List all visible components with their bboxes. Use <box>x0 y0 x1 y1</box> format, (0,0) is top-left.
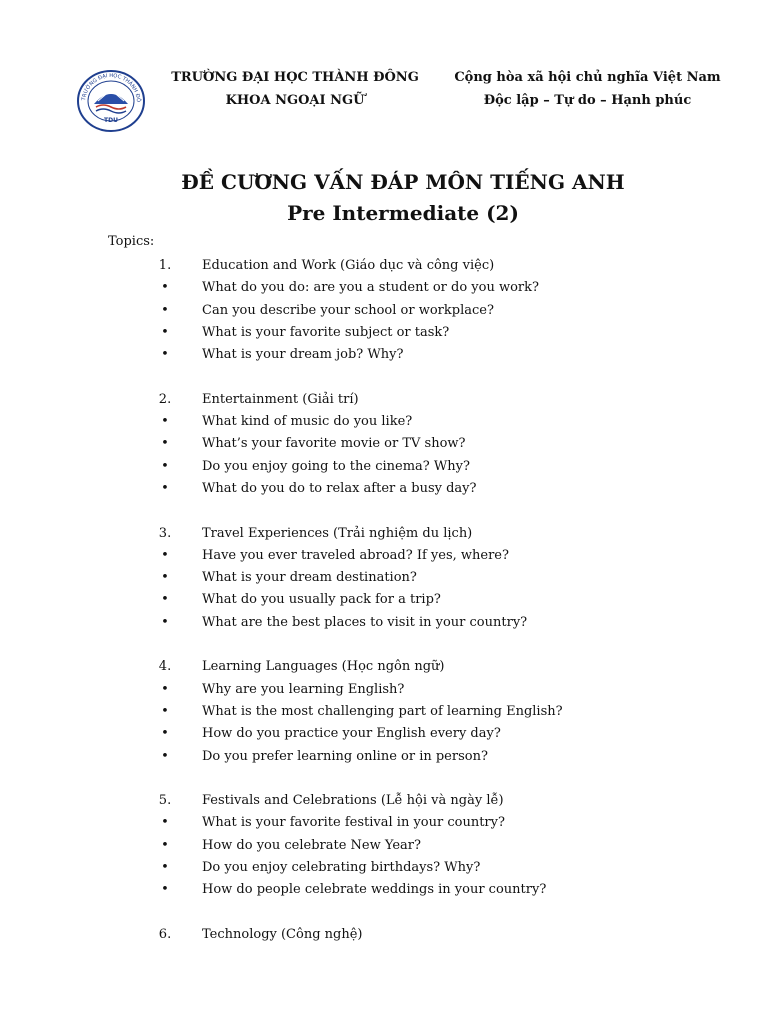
question-item <box>0 344 768 366</box>
logo-abbrev: TDU <box>104 117 118 124</box>
topic-number: 5. <box>158 793 172 809</box>
topic-number: 4. <box>158 659 172 675</box>
question-item <box>0 857 768 879</box>
question-text: How do you practice your English every day? <box>202 726 501 742</box>
header-right <box>440 66 735 112</box>
bullet-icon: • <box>161 815 169 831</box>
question-item <box>0 456 768 478</box>
bullet-icon: • <box>161 436 169 452</box>
bullet-icon: • <box>161 748 169 764</box>
question-item <box>0 478 768 500</box>
question-text: How do people celebrate weddings in your country? <box>202 882 547 898</box>
question-item <box>0 879 768 901</box>
bullet-icon: • <box>161 570 169 586</box>
question-text: What do you do: are you a student or do you work? <box>202 280 539 296</box>
question-item <box>0 746 768 768</box>
question-text: What is your favorite festival in your country? <box>202 815 505 831</box>
bullet-icon: • <box>161 414 169 430</box>
topic-heading <box>0 790 768 812</box>
question-item <box>0 545 768 567</box>
topic-title: Learning Languages (Học ngôn ngữ) <box>202 659 445 675</box>
topic-title: Entertainment (Giải trí) <box>202 391 359 407</box>
logo-arc-text: TRƯỜNG ĐẠI HỌC THÀNH ĐÔ <box>81 72 142 103</box>
question-text: Have you ever traveled abroad? If yes, where? <box>202 547 509 563</box>
topic-spacer <box>0 500 768 522</box>
question-item <box>0 277 768 299</box>
question-text: What is your favorite subject or task? <box>202 324 450 340</box>
school-name: TRƯỜNG ĐẠI HỌC THÀNH ĐÔNG <box>171 70 419 85</box>
document-title: ĐỀ CƯƠNG VẤN ĐÁP MÔN TIẾNG ANH <box>181 170 625 194</box>
topic-title: Technology (Công nghệ) <box>202 926 363 942</box>
bullet-icon: • <box>161 280 169 296</box>
question-item <box>0 812 768 834</box>
bullet-icon: • <box>161 347 169 363</box>
question-text: What is your dream job? Why? <box>202 347 404 363</box>
topic-number: 3. <box>158 525 172 541</box>
topic-title: Education and Work (Giáo dục và công việc) <box>202 258 495 273</box>
document-subtitle: Pre Intermediate (2) <box>287 201 519 225</box>
bullet-icon: • <box>161 547 169 563</box>
question-text: What is your dream destination? <box>202 570 417 586</box>
question-item <box>0 411 768 433</box>
topics-label: Topics: <box>108 234 155 249</box>
question-text: What do you usually pack for a trip? <box>202 592 441 608</box>
topic-heading <box>0 523 768 545</box>
question-item <box>0 322 768 344</box>
bullet-icon: • <box>161 726 169 742</box>
bullet-icon: • <box>161 703 169 719</box>
topic-heading <box>0 924 768 946</box>
question-text: Can you describe your school or workplace? <box>202 302 494 318</box>
national-motto-line1: Cộng hòa xã hội chủ nghĩa Việt Nam <box>454 70 721 85</box>
question-text: What is the most challenging part of learning English? <box>202 703 563 719</box>
question-text: Why are you learning English? <box>202 681 405 697</box>
topic-number: 6. <box>158 926 172 942</box>
bullet-icon: • <box>161 882 169 898</box>
question-item <box>0 433 768 455</box>
question-text: How do you celebrate New Year? <box>202 837 421 853</box>
bullet-icon: • <box>161 614 169 630</box>
question-item <box>0 701 768 723</box>
university-logo <box>76 70 146 132</box>
question-item <box>0 567 768 589</box>
topic-number: 2. <box>158 391 172 407</box>
bullet-icon: • <box>161 860 169 876</box>
question-text: What do you do to relax after a busy day? <box>202 480 477 496</box>
bullet-icon: • <box>161 324 169 340</box>
bullet-icon: • <box>161 458 169 474</box>
topic-spacer <box>0 902 768 924</box>
question-item <box>0 612 768 634</box>
question-item <box>0 679 768 701</box>
bullet-icon: • <box>161 480 169 496</box>
university-seal-icon <box>76 70 146 132</box>
bullet-icon: • <box>161 681 169 697</box>
question-text: Do you enjoy going to the cinema? Why? <box>202 458 470 474</box>
topic-heading <box>0 656 768 678</box>
topic-spacer <box>0 634 768 656</box>
topic-title: Travel Experiences (Trải nghiệm du lịch) <box>202 525 473 541</box>
question-text: What kind of music do you like? <box>202 414 413 430</box>
topic-title: Festivals and Celebrations (Lễ hội và ngày lễ) <box>202 793 504 809</box>
topic-heading <box>0 255 768 277</box>
bullet-icon: • <box>161 837 169 853</box>
bullet-icon: • <box>161 302 169 318</box>
question-text: Do you prefer learning online or in person? <box>202 748 488 764</box>
question-item <box>0 589 768 611</box>
topic-spacer <box>0 366 768 388</box>
topic-list <box>0 255 768 946</box>
question-item <box>0 300 768 322</box>
topic-number: 1. <box>158 258 172 273</box>
question-text: What’s your favorite movie or TV show? <box>202 436 466 452</box>
topic-heading <box>0 389 768 411</box>
topic-spacer <box>0 768 768 790</box>
question-item <box>0 835 768 857</box>
header-left <box>160 66 430 112</box>
national-motto-line2: Độc lập – Tự do – Hạnh phúc <box>483 93 692 108</box>
question-item <box>0 723 768 745</box>
bullet-icon: • <box>161 592 169 608</box>
question-text: Do you enjoy celebrating birthdays? Why? <box>202 860 481 876</box>
question-text: What are the best places to visit in your country? <box>202 614 528 630</box>
faculty-name: KHOA NGOẠI NGỮ <box>225 93 365 108</box>
